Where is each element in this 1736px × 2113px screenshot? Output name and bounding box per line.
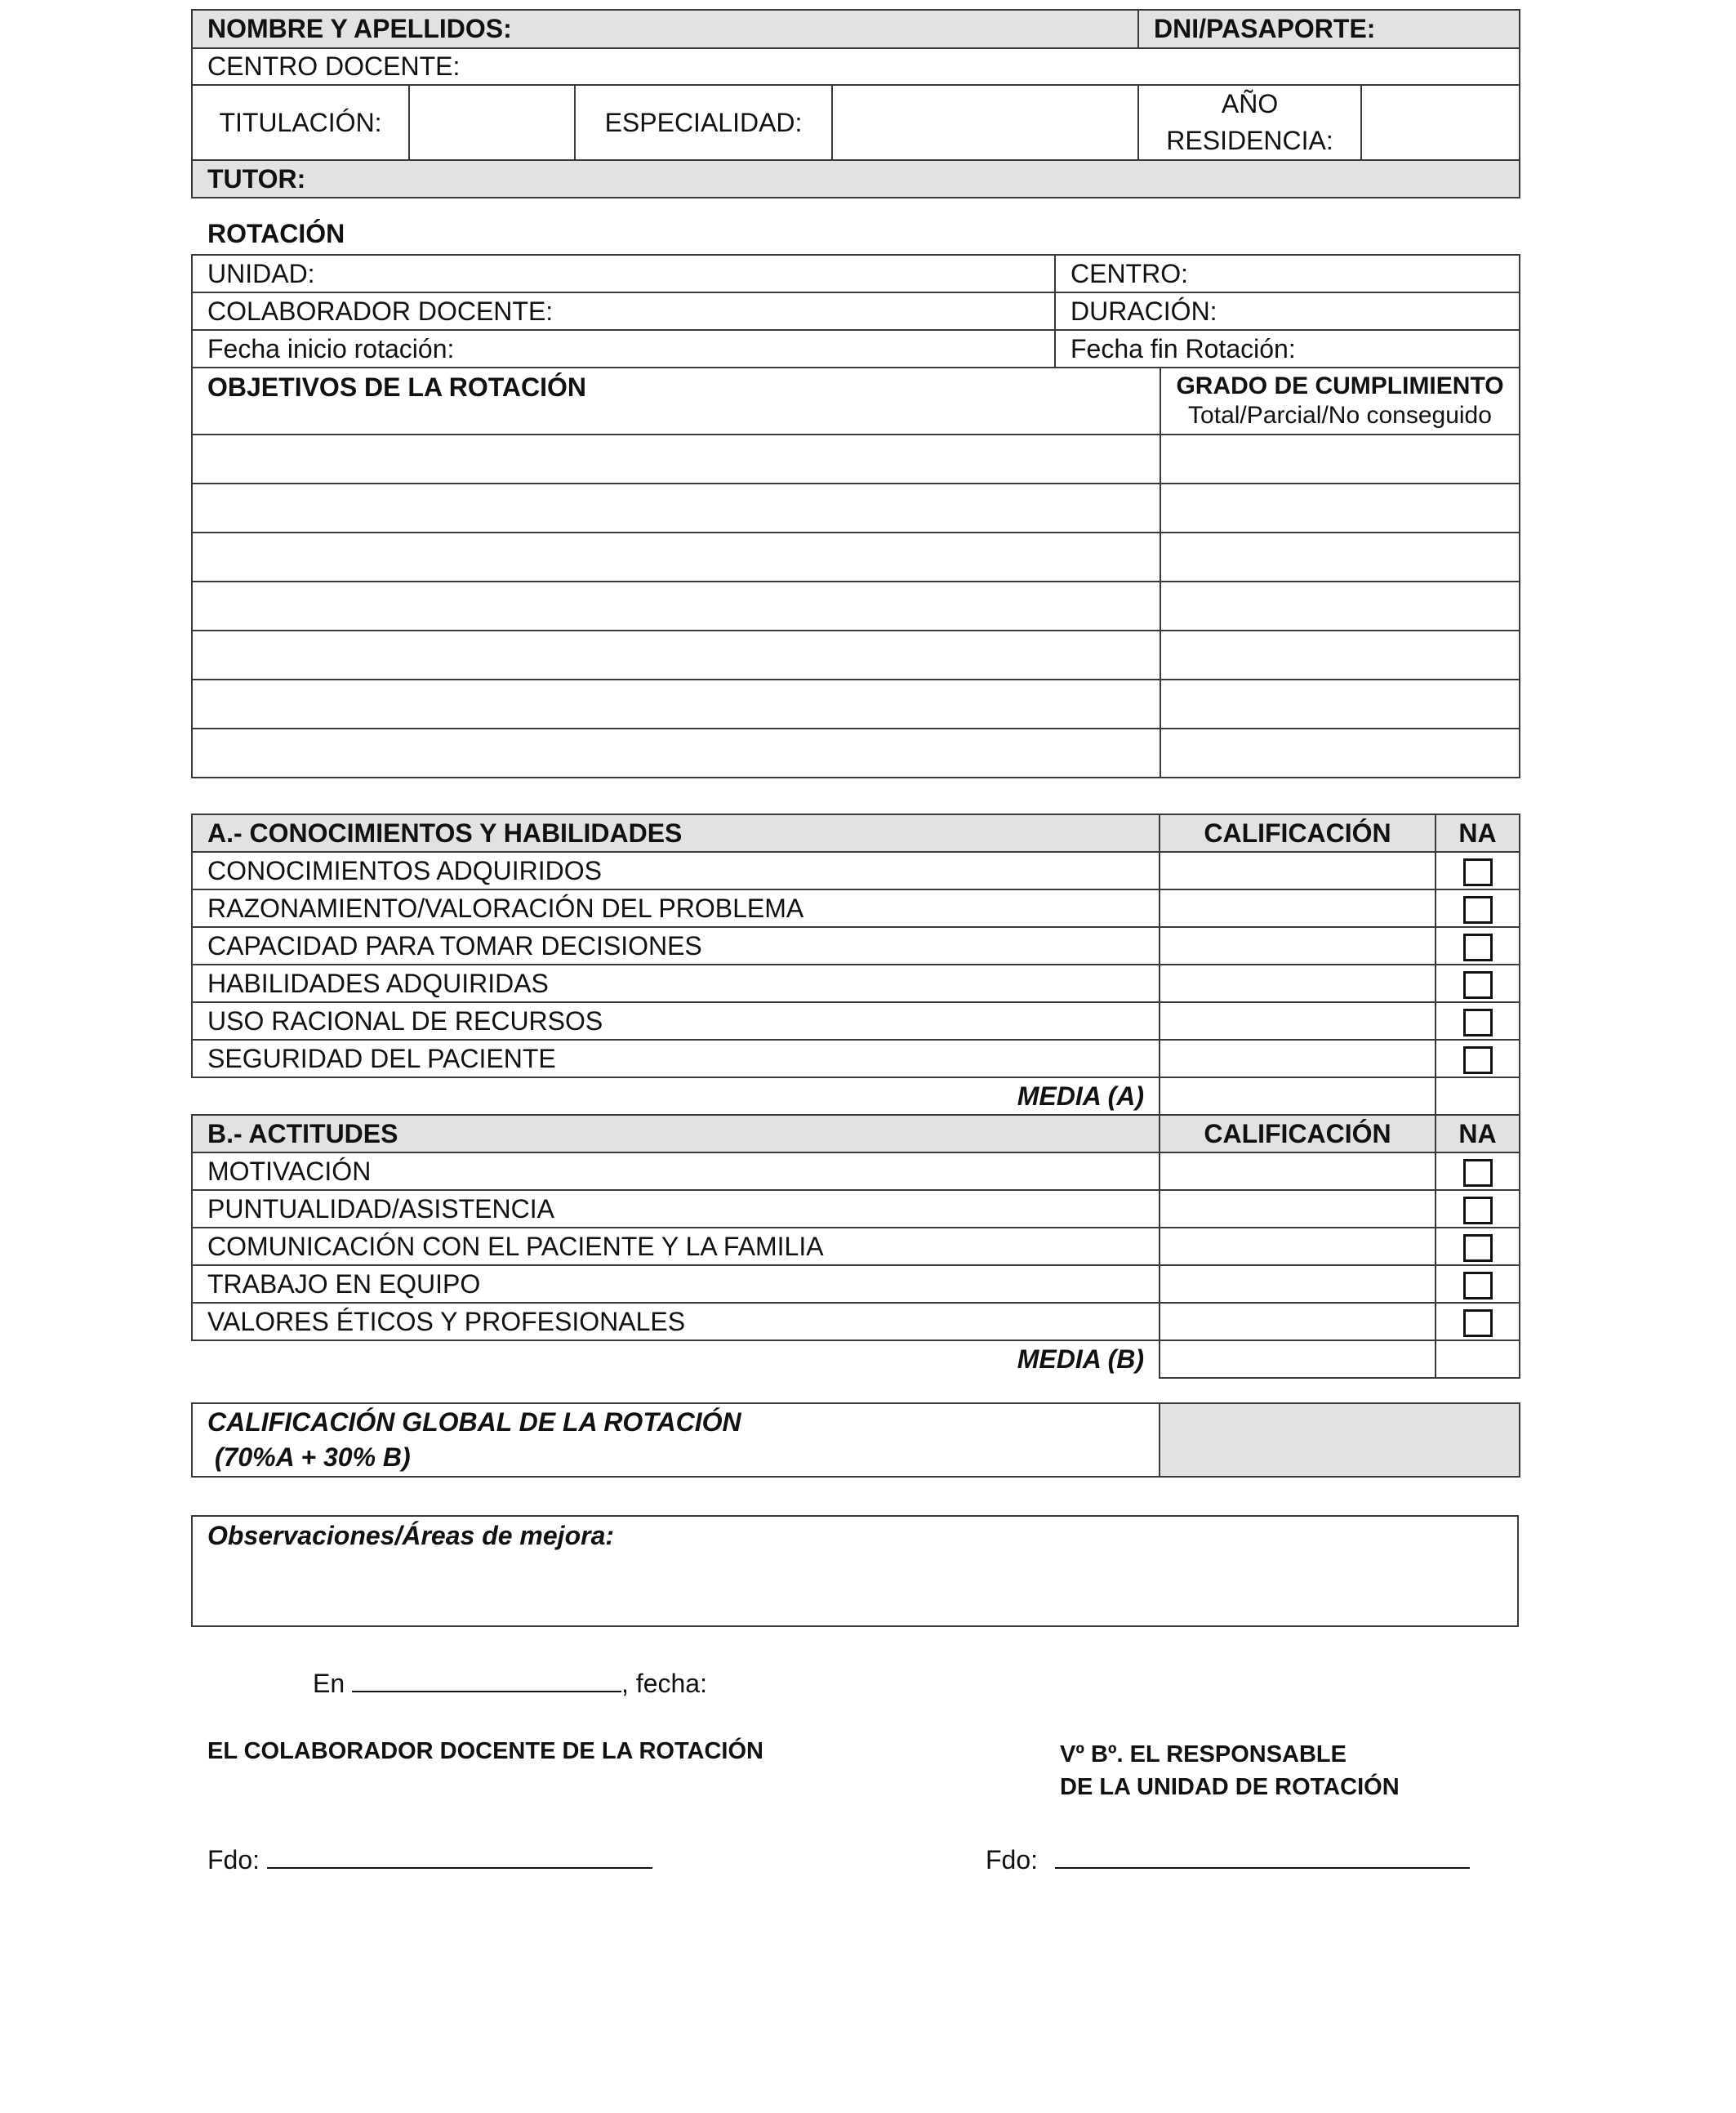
centro-field[interactable]: CENTRO: <box>1055 255 1520 292</box>
criterion-row <box>192 965 1520 1002</box>
media-b-na <box>1436 1340 1520 1378</box>
objetivo-row <box>192 729 1520 778</box>
observaciones-field[interactable]: Observaciones/Áreas de mejora: <box>192 1516 1518 1626</box>
objetivos-header: OBJETIVOS DE LA ROTACIÓN <box>192 368 1160 435</box>
objetivo-input[interactable] <box>192 435 1160 484</box>
rotacion-table <box>191 254 1520 778</box>
resident-header-table <box>191 9 1520 198</box>
criterion-label: TRABAJO EN EQUIPO <box>192 1265 1160 1303</box>
section-a-calificacion-header: CALIFICACIÓN <box>1160 814 1436 852</box>
na-cell <box>1436 965 1520 1002</box>
objetivo-row <box>192 680 1520 729</box>
place-input-line[interactable] <box>352 1666 621 1692</box>
criterion-row <box>192 852 1520 889</box>
na-cell <box>1436 889 1520 927</box>
grado-cumplimiento-input[interactable] <box>1160 729 1520 778</box>
grado-cumplimiento-subtitle: Total/Parcial/No conseguido <box>1188 402 1492 429</box>
objetivo-row <box>192 484 1520 533</box>
criterion-row <box>192 1002 1520 1040</box>
criterion-label: HABILIDADES ADQUIRIDAS <box>192 965 1160 1002</box>
anio-residencia-input[interactable] <box>1361 85 1520 160</box>
na-cell <box>1436 1303 1520 1340</box>
nombre-apellidos-field[interactable]: NOMBRE Y APELLIDOS: <box>192 10 1138 48</box>
dni-pasaporte-field[interactable]: DNI/PASAPORTE: <box>1138 10 1520 48</box>
grado-cumplimiento-header <box>1160 368 1520 435</box>
na-checkbox[interactable] <box>1463 1159 1493 1187</box>
fdo-right-label: Fdo: <box>986 1845 1039 1875</box>
objetivo-input[interactable] <box>192 533 1160 582</box>
centro-docente-field[interactable]: CENTRO DOCENTE: <box>192 48 1520 85</box>
criterion-row <box>192 1265 1520 1303</box>
objetivos-rows <box>192 435 1520 778</box>
na-checkbox[interactable] <box>1463 1234 1493 1262</box>
calificacion-input[interactable] <box>1160 1228 1436 1265</box>
criterion-label: CAPACIDAD PARA TOMAR DECISIONES <box>192 927 1160 965</box>
calificacion-input[interactable] <box>1160 1152 1436 1190</box>
criterion-row <box>192 1303 1520 1340</box>
calificacion-input[interactable] <box>1160 1002 1436 1040</box>
anio-residencia-label: AÑO RESIDENCIA: <box>1138 85 1361 160</box>
objetivo-row <box>192 631 1520 680</box>
section-b-rows <box>192 1152 1520 1340</box>
section-b-calificacion-header: CALIFICACIÓN <box>1160 1115 1436 1152</box>
responsable-line2: DE LA UNIDAD DE ROTACIÓN <box>1060 1774 1400 1800</box>
na-checkbox[interactable] <box>1463 896 1493 924</box>
criterion-label: USO RACIONAL DE RECURSOS <box>192 1002 1160 1040</box>
especialidad-input[interactable] <box>832 85 1138 160</box>
global-grade-table <box>191 1402 1520 1478</box>
tutor-field[interactable]: TUTOR: <box>192 160 1520 198</box>
titulacion-input[interactable] <box>409 85 575 160</box>
section-b-na-header: NA <box>1436 1115 1520 1152</box>
grado-cumplimiento-input[interactable] <box>1160 484 1520 533</box>
na-checkbox[interactable] <box>1463 971 1493 999</box>
na-checkbox[interactable] <box>1463 858 1493 886</box>
na-cell <box>1436 1228 1520 1265</box>
criterion-row <box>192 1190 1520 1228</box>
na-cell <box>1436 1152 1520 1190</box>
global-grade-value[interactable] <box>1160 1403 1520 1477</box>
grado-cumplimiento-input[interactable] <box>1160 582 1520 631</box>
criterion-label: VALORES ÉTICOS Y PROFESIONALES <box>192 1303 1160 1340</box>
fdo-left-signature-line[interactable] <box>267 1843 652 1869</box>
fdo-right-signature-line[interactable] <box>1055 1843 1470 1869</box>
fecha-inicio-field[interactable]: Fecha inicio rotación: <box>192 330 1055 368</box>
fecha-label: , fecha: <box>621 1669 707 1698</box>
criterion-row <box>192 1228 1520 1265</box>
section-a-rows <box>192 852 1520 1077</box>
media-b-value[interactable] <box>1160 1340 1436 1378</box>
duracion-field[interactable]: DURACIÓN: <box>1055 292 1520 330</box>
media-b-label: MEDIA (B) <box>192 1340 1160 1378</box>
fdo-right <box>986 1843 1470 1875</box>
objetivo-row <box>192 533 1520 582</box>
na-cell <box>1436 852 1520 889</box>
calificacion-input[interactable] <box>1160 1190 1436 1228</box>
especialidad-label: ESPECIALIDAD: <box>575 85 832 160</box>
na-cell <box>1436 1190 1520 1228</box>
grado-cumplimiento-input[interactable] <box>1160 631 1520 680</box>
criterion-label: MOTIVACIÓN <box>192 1152 1160 1190</box>
na-cell <box>1436 1265 1520 1303</box>
calificacion-input[interactable] <box>1160 927 1436 965</box>
calificacion-input[interactable] <box>1160 1040 1436 1077</box>
media-a-label: MEDIA (A) <box>192 1077 1160 1115</box>
en-label: En <box>313 1669 345 1698</box>
rotacion-title: ROTACIÓN <box>207 219 345 248</box>
evaluation-table <box>191 814 1520 1379</box>
fecha-fin-field[interactable]: Fecha fin Rotación: <box>1055 330 1520 368</box>
objetivo-input[interactable] <box>192 729 1160 778</box>
criterion-label: CONOCIMIENTOS ADQUIRIDOS <box>192 852 1160 889</box>
criterion-label: SEGURIDAD DEL PACIENTE <box>192 1040 1160 1077</box>
responsable-line1: Vº Bº. EL RESPONSABLE <box>1060 1741 1347 1768</box>
na-cell <box>1436 1002 1520 1040</box>
criterion-row <box>192 1040 1520 1077</box>
media-a-value[interactable] <box>1160 1077 1436 1115</box>
criterion-label: COMUNICACIÓN CON EL PACIENTE Y LA FAMILIA <box>192 1228 1160 1265</box>
na-checkbox[interactable] <box>1463 1046 1493 1074</box>
global-grade-line2: (70%A + 30% B) <box>207 1442 411 1472</box>
calificacion-input[interactable] <box>1160 852 1436 889</box>
observaciones-table <box>191 1515 1519 1627</box>
criterion-row <box>192 889 1520 927</box>
colaborador-docente-field[interactable]: COLABORADOR DOCENTE: <box>192 292 1055 330</box>
calificacion-input[interactable] <box>1160 1265 1436 1303</box>
criterion-row <box>192 1152 1520 1190</box>
na-checkbox[interactable] <box>1463 1009 1493 1036</box>
section-b-title: B.- ACTITUDES <box>192 1115 1160 1152</box>
calificacion-input[interactable] <box>1160 965 1436 1002</box>
objetivo-input[interactable] <box>192 680 1160 729</box>
objetivo-row <box>192 435 1520 484</box>
titulacion-label: TITULACIÓN: <box>192 85 409 160</box>
grado-cumplimiento-input[interactable] <box>1160 680 1520 729</box>
calificacion-input[interactable] <box>1160 1303 1436 1340</box>
objetivo-row <box>192 582 1520 631</box>
responsable-signature-title <box>1060 1738 1400 1803</box>
media-a-na <box>1436 1077 1520 1115</box>
na-cell <box>1436 1040 1520 1077</box>
section-a-na-header: NA <box>1436 814 1520 852</box>
objetivo-input[interactable] <box>192 484 1160 533</box>
fdo-left <box>207 1843 652 1875</box>
na-checkbox[interactable] <box>1463 1272 1493 1299</box>
calificacion-input[interactable] <box>1160 889 1436 927</box>
grado-cumplimiento-input[interactable] <box>1160 435 1520 484</box>
fdo-left-label: Fdo: <box>207 1845 260 1875</box>
criterion-label: PUNTUALIDAD/ASISTENCIA <box>192 1190 1160 1228</box>
grado-cumplimiento-title: GRADO DE CUMPLIMIENTO <box>1176 372 1504 399</box>
na-cell <box>1436 927 1520 965</box>
place-date-line <box>313 1666 707 1699</box>
objetivo-input[interactable] <box>192 582 1160 631</box>
section-a-title: A.- CONOCIMIENTOS Y HABILIDADES <box>192 814 1160 852</box>
unidad-field[interactable]: UNIDAD: <box>192 255 1055 292</box>
na-checkbox[interactable] <box>1463 934 1493 961</box>
global-grade-label <box>192 1403 1160 1477</box>
objetivo-input[interactable] <box>192 631 1160 680</box>
global-grade-line1: CALIFICACIÓN GLOBAL DE LA ROTACIÓN <box>207 1406 741 1437</box>
criterion-label: RAZONAMIENTO/VALORACIÓN DEL PROBLEMA <box>192 889 1160 927</box>
grado-cumplimiento-input[interactable] <box>1160 533 1520 582</box>
na-checkbox[interactable] <box>1463 1197 1493 1224</box>
colaborador-signature-title: EL COLABORADOR DOCENTE DE LA ROTACIÓN <box>207 1738 763 1764</box>
criterion-row <box>192 927 1520 965</box>
na-checkbox[interactable] <box>1463 1309 1493 1337</box>
